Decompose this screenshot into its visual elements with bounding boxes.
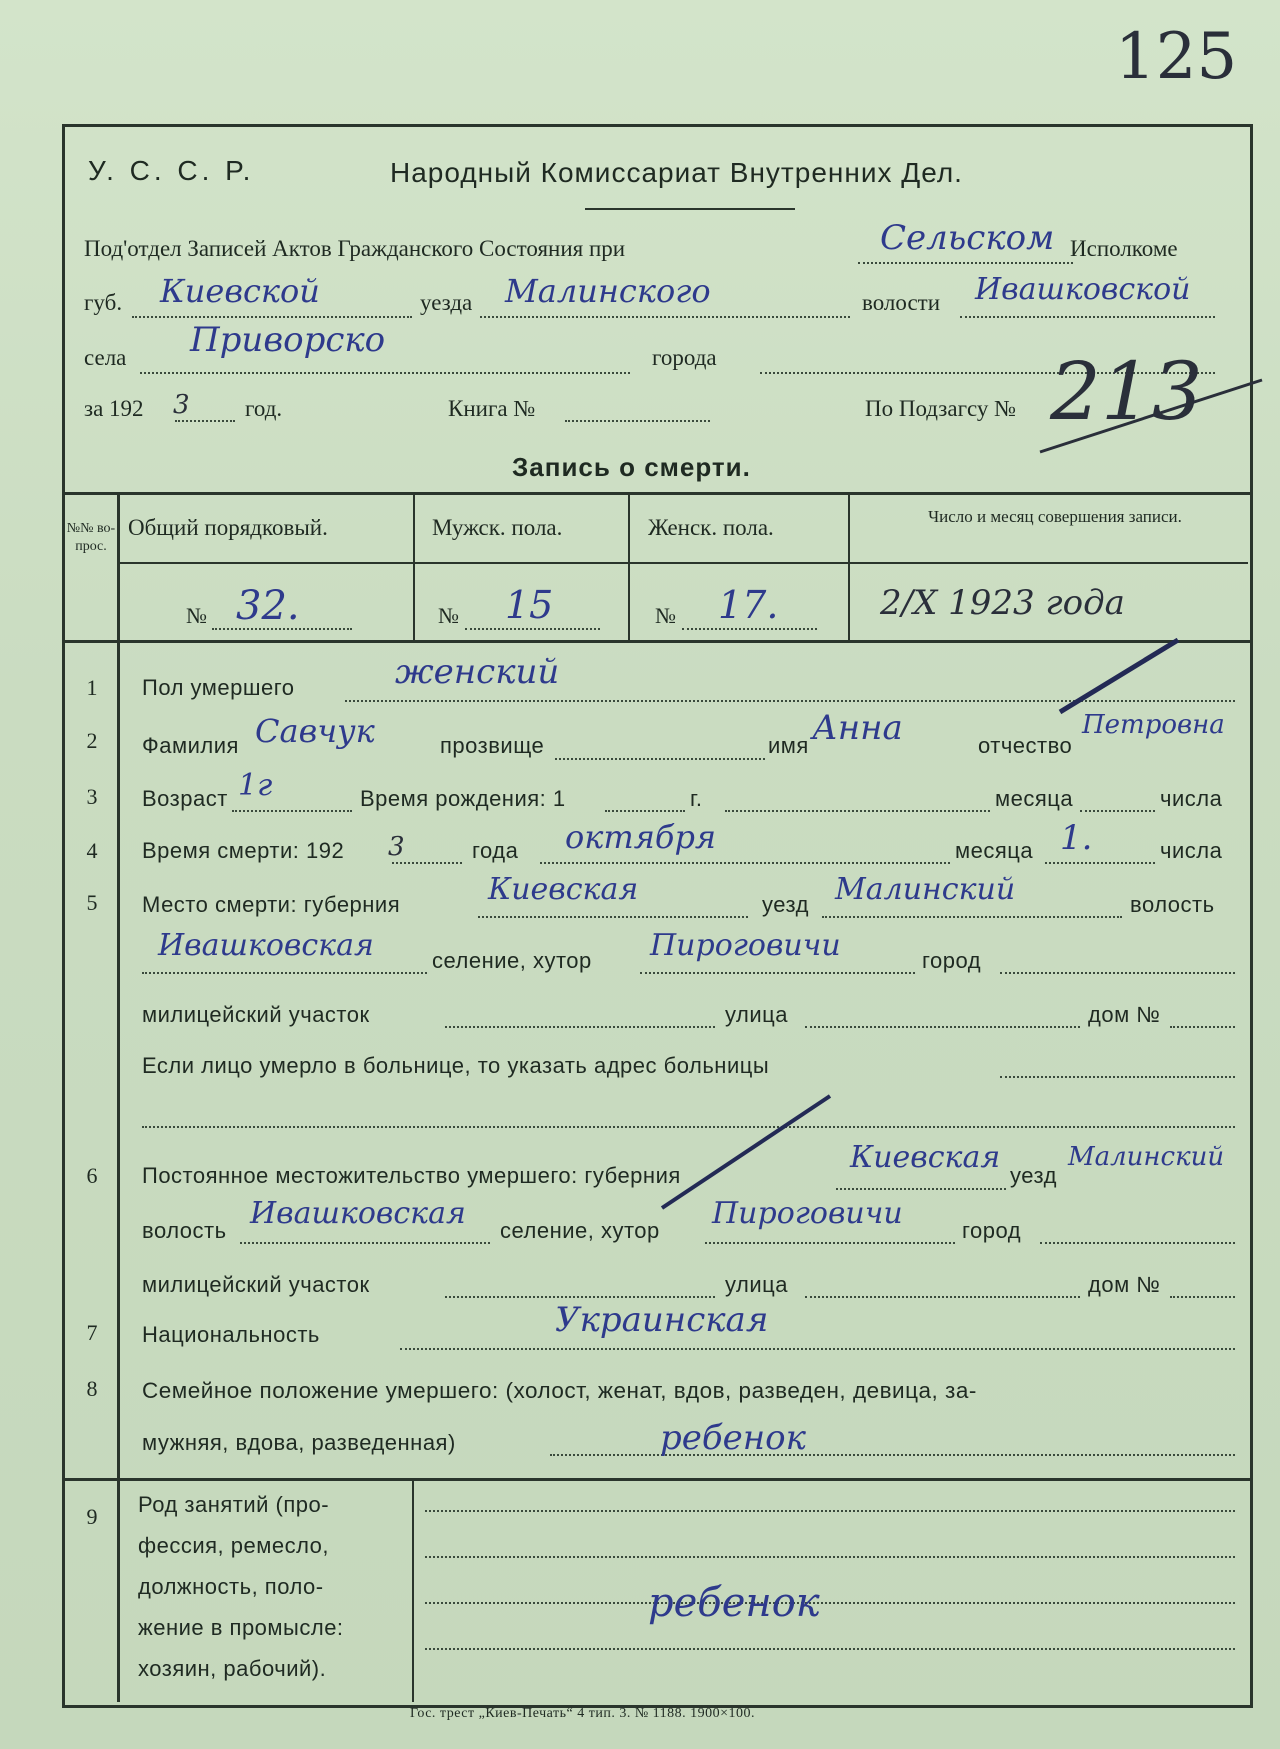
female-value: 17. [718,583,779,627]
year-suffix: год. [245,396,283,421]
row6-number: 6 [86,1163,98,1188]
col-male-divider [628,492,630,642]
female-no-sign: № [655,603,676,628]
row5-gub-dots [478,916,748,918]
col-male-label: Мужск. пола. [432,515,563,540]
row4-label: Время смерти: 192 [142,838,345,863]
republic-label: У. С. С. Р. [88,155,255,186]
row8-line1: Семейное положение умершего: (холост, женат, вдов, разведен, девица, за- [142,1378,977,1403]
year-dots [175,420,235,422]
selo-dots [140,372,630,374]
row6-selenie-dots [705,1242,955,1244]
row5-ulica-dots [805,1026,1080,1028]
row5-gorod-dots [1000,972,1235,974]
row7-number: 7 [86,1320,98,1345]
row7-dots [400,1348,1235,1350]
subdept-value: Сельском [880,218,1055,258]
row2-imya-value: Анна [812,708,903,748]
col-female-label: Женск. пола. [648,515,774,540]
col-general-label: Общий порядковый. [128,515,328,540]
row5-milic-dots [445,1026,715,1028]
row5-uezd-value: Малинский [835,872,1016,907]
row6-uezd-label: уезд [1010,1163,1057,1188]
goroda-label: города [652,345,717,370]
row6-milic-label: милицейский участок [142,1272,370,1297]
row6-volost-label: волость [142,1218,227,1243]
row4-year-digit: 3 [388,832,405,862]
volost-label: волости [862,290,941,315]
row6-milic-dots [445,1296,715,1298]
row2-number: 2 [86,728,98,753]
row4-month-value: октября [565,818,717,856]
row4-day-value: 1. [1060,818,1093,858]
date-value: 2/X 1923 года [880,583,1125,623]
male-no-sign: № [438,603,459,628]
row2-imya-label: имя [768,733,809,758]
row5-ulica-label: улица [725,1002,788,1027]
row2-otchestvo-label: отчество [978,733,1073,758]
male-dots [465,628,600,630]
row4-number: 4 [86,838,98,863]
col-q-divider [117,492,120,642]
row6-gub-value: Киевская [850,1140,1001,1175]
row9-number: 9 [86,1504,98,1529]
volost-value: Ивашковской [975,272,1191,307]
row9-label-divider [412,1478,414,1702]
row6-ulica-label: улица [725,1272,788,1297]
row6-volost-value: Ивашковская [250,1196,466,1231]
row1-dots [345,700,1235,702]
row3-chisla-label: числа [1160,786,1223,811]
row3-vremya-label: Время рождения: 1 [360,786,566,811]
kniga-label: Книга № [448,396,536,421]
col-date-label: Число и месяц совершения записи. [928,507,1182,526]
volost-dots [960,316,1215,318]
row5-hospital-dots2 [142,1126,1235,1128]
kniga-dots [565,420,710,422]
row3-mesyaca-label: месяца [995,786,1074,811]
row5-number: 5 [86,890,98,915]
row6-gub-dots [836,1188,1006,1190]
uezd-dots [480,316,850,318]
row5-volost-dots [142,972,427,974]
row6-dom-label: дом № [1088,1272,1161,1297]
row5-selenie-value: Пироговичи [650,928,841,963]
row9-dots2 [425,1556,1235,1558]
podzag-label: По Подзагсу № [865,396,1017,421]
row9-label-line1: Род занятий (про- [138,1492,330,1517]
row6-gorod-dots [1040,1242,1235,1244]
row5-hospital-dots1 [1000,1076,1235,1078]
table-header-bottom-line [62,640,1250,643]
row9-label-line3: должность, поло- [138,1574,324,1599]
col-female-divider [848,492,850,642]
row7-label: Национальность [142,1322,320,1347]
row2-familia-value: Савчук [255,712,375,750]
row3-vozrast-label: Возраст [142,786,228,811]
row8-dots [550,1454,1235,1456]
record-title: Запись о смерти. [512,452,751,482]
subdept-prefix: Под'отдел Записей Актов Гражданского Состояния при [84,236,626,261]
row4-chisla-label: числа [1160,838,1223,863]
row5-volost-label: волость [1130,892,1215,917]
row9-dots1 [425,1510,1235,1512]
row6-dom-dots [1170,1296,1235,1298]
gub-label: губ. [84,290,123,315]
row3-vozrast-value: 1г [238,768,273,803]
row5-selenie-label: селение, хутор [432,948,592,973]
row3-vozrast-dots [232,810,352,812]
row5-volost-value: Ивашковская [158,928,374,963]
row5-dom-label: дом № [1088,1002,1161,1027]
row4-day-dots [1045,862,1155,864]
row5-gub-value: Киевская [488,872,639,907]
row9-value: ребенок [648,1580,820,1626]
row5-milic-label: милицейский участок [142,1002,370,1027]
row9-dots4 [425,1648,1235,1650]
row6-label: Постоянное местожительство умершего: губерния [142,1163,681,1188]
female-dots [682,628,817,630]
row1-label: Пол умершего [142,675,295,700]
row4-year-dots [392,862,462,864]
row6-volost-dots [240,1242,490,1244]
subdept-suffix: Исполкоме [1070,236,1178,261]
table-top-line [62,492,1250,495]
row5-gorod-label: город [922,948,982,973]
row6-uezd-value: Малинский [1068,1142,1225,1172]
row4-mesyaca-label: месяца [955,838,1034,863]
gub-value: Киевской [160,272,320,310]
row9-label-line4: жение в промысле: [138,1615,344,1640]
row8-value: ребенок [660,1418,806,1458]
row2-otchestvo-value: Петровна [1082,710,1225,740]
row5-uezd-label: уезд [762,892,809,917]
row4-month-dots [540,862,950,864]
col-general-divider [413,492,415,642]
row8-number: 8 [86,1376,98,1401]
year-prefix: за 192 [84,396,144,421]
male-value: 15 [505,583,554,627]
row9-label-line5: хозяин, рабочий). [138,1656,327,1681]
row2-prozvische-label: прозвище [440,733,545,758]
body-num-divider [117,640,120,1702]
row3-number: 3 [86,784,98,809]
col-q-label: №№ во- прос. [66,521,116,554]
row3-day-dots [1080,810,1155,812]
header-divider [585,208,795,210]
general-value: 32. [236,583,300,629]
row7-value: Украинская [555,1300,769,1340]
podzag-value: 213 [1050,345,1203,438]
row6-ulica-dots [805,1296,1080,1298]
general-no-sign: № [186,603,207,628]
row6-selenie-value: Пироговичи [712,1196,903,1231]
table-header-sub-line [118,562,1248,564]
row4-goda-label: года [472,838,519,863]
row5-dom-dots [1170,1026,1235,1028]
row9-top-line [62,1478,1250,1481]
row3-month-dots [725,810,990,812]
row3-g-label: г. [690,786,703,811]
row3-year-dots [605,810,685,812]
row9-dots3 [425,1602,1235,1604]
row5-selenie-dots [640,972,915,974]
row2-prozvische-dots [555,758,765,760]
row6-gorod-label: город [962,1218,1022,1243]
uezd-value: Малинского [505,272,711,310]
selo-value: Приворско [190,320,386,360]
uezd-label: уезда [420,290,473,315]
archive-number: 125 [1115,20,1238,94]
row1-value: женский [395,652,560,692]
row5-hospital-label: Если лицо умерло в больнице, то указать адрес больницы [142,1053,770,1078]
row8-line2: мужняя, вдова, разведенная) [142,1430,456,1455]
year-digit: 3 [173,390,190,420]
printer-footer: Гос. трест „Киев-Печать“ 4 тип. 3. № 1188. 1900×100. [410,1706,756,1721]
commissariat-label: Народный Комиссариат Внутренних Дел. [390,157,963,188]
row6-selenie-label: селение, хутор [500,1218,660,1243]
selo-label: села [84,345,127,370]
row1-number: 1 [86,675,98,700]
row9-label-line2: фессия, ремесло, [138,1533,330,1558]
subdept-dots [858,262,1073,264]
row5-uezd-dots [822,916,1122,918]
row5-label: Место смерти: губерния [142,892,401,917]
row2-familia-label: Фамилия [142,733,239,758]
gub-dots [132,316,412,318]
